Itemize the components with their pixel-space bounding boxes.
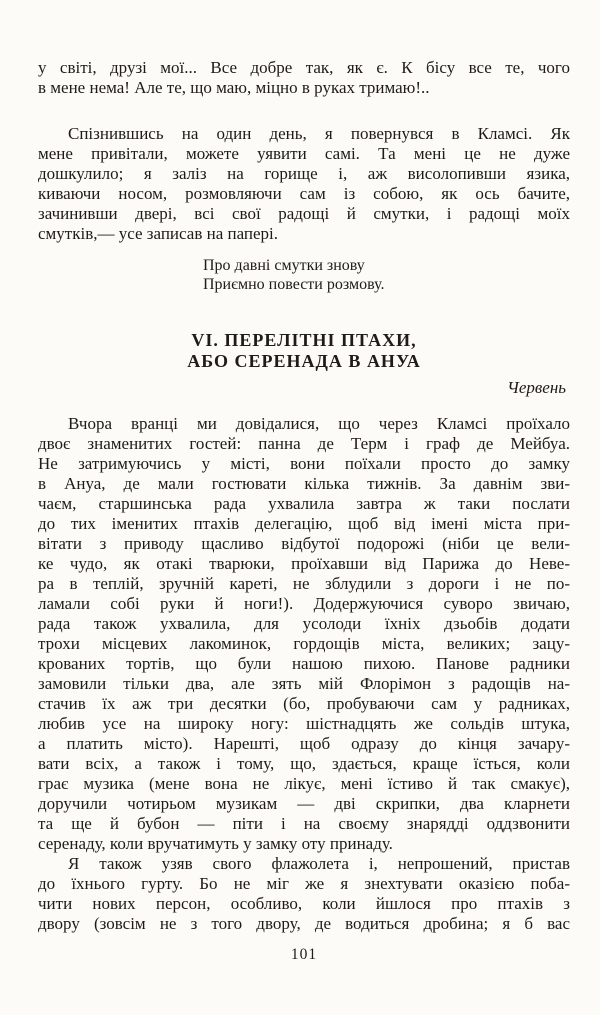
text-line: грає музика (мене вона не лікує, мені їстиво й так смакує), — [38, 774, 570, 793]
text-line: вати всіх, а також і тому, що, здається, краще їсться, коли — [38, 754, 570, 773]
text-line: стачив їх аж три десятки (бо, пробуваючи сам у радниках, — [38, 694, 570, 713]
paragraph-return-to-clamecy — [38, 124, 570, 244]
text-line: чаєм, старшинська рада ухвалила завтра ж таки послати — [38, 494, 570, 513]
text-line: двору (зовсім не з того двору, де водиться дробина; я б вас — [38, 914, 570, 933]
text-line: крованих тортів, що були нашою пихою. Панове радники — [38, 654, 570, 673]
text-line: доручили чотирьом музикам — дві скрипки, два кларнети — [38, 794, 570, 813]
text-line: вітати з приводу щасливо відбутої подорожі (ніби це вели- — [38, 534, 570, 553]
text-line: ламали собі руки й ноги!). Додержуючися суворо звичаю, — [38, 594, 570, 613]
text-line: Про давні смутки знову — [203, 257, 365, 274]
text-line: серенаду, коли вручатимуть у замку оту принаду. — [38, 834, 393, 853]
text-line: Спізнившись на один день, я повернувся в Кламсі. Як — [68, 124, 570, 143]
text-line: замовили тільки два, але зять мій Флорімон з радощів на- — [38, 674, 570, 693]
text-line: Вчора вранці ми довідалися, що через Кламсі проїхало — [68, 414, 570, 433]
chapter-date: Червень — [507, 378, 566, 397]
paragraph-flageolet — [38, 854, 570, 934]
text-line: мене привітали, можете уявити самі. Та мені це не дуже — [38, 144, 570, 163]
page-number: 101 — [290, 946, 318, 963]
text-line: Приємно повести розмову. — [203, 276, 385, 293]
text-line: у світі, друзі мої... Все добре так, як є. К бісу все те, чого — [38, 58, 570, 77]
text-line: трохи місцевих лакоминок, гордощів міста, великих; зацу- — [38, 634, 570, 653]
text-line: дошкулило; я заліз на горище і, аж висолопивши язика, — [38, 164, 570, 183]
epigraph-verse — [203, 256, 570, 294]
paragraph-famous-guests — [38, 414, 570, 854]
text-line: та ще й бубон — піти і на своєму знарядді оддзвонити — [38, 814, 570, 833]
text-line: до тих іменитих птахів делегацію, щоб від імені міста при- — [38, 514, 570, 533]
text-line: ра в теплій, зручній кареті, не зблудили з дороги і не по- — [38, 574, 570, 593]
text-line: чити нових персон, особливо, коли йшлося про птахів з — [38, 894, 570, 913]
text-line: а платить місто). Нарешті, щоб одразу до кінця зачару- — [38, 734, 570, 753]
chapter-heading — [38, 330, 570, 372]
text-line: Я також узяв свого флажолета і, непрошений, пристав — [68, 854, 570, 873]
text-line: любив усе на широку ногу: шістнадцять же сольдів штука, — [38, 714, 570, 733]
text-line: до їхнього гурту. Бо не міг же я знехтувати оказією поба- — [38, 874, 570, 893]
text-line: зачинивши двері, всі свої радощі й смутки, і радощі моїх — [38, 204, 570, 223]
text-line: смутків,— усе записав на папері. — [38, 224, 279, 243]
paragraph-opening-fragment — [38, 58, 570, 98]
chapter-title-line2: АБО СЕРЕНАДА В АНУА — [187, 351, 421, 371]
chapter-title-line1: VI. ПЕРЕЛІТНІ ПТАХИ, — [191, 330, 417, 350]
text-line: рада також ухвалила, для усолоди їхніх дзьобів додати — [38, 614, 570, 633]
text-line: в мене нема! Але те, що маю, міцно в руках тримаю!.. — [38, 78, 430, 97]
text-line: двоє знаменитих гостей: панна де Терм і граф де Мейбуа. — [38, 434, 570, 453]
text-line: киваючи носом, розмовляючи сам із собою, як ось бачите, — [38, 184, 570, 203]
text-line: ке чудо, як отакі тварюки, проїхавши від Парижа до Неве- — [38, 554, 570, 573]
text-line: Не затримуючись у місті, вони поїхали просто до замку — [38, 454, 570, 473]
text-line: в Ануа, де мали гостювати кілька тижнів. За давнім зви- — [38, 474, 570, 493]
